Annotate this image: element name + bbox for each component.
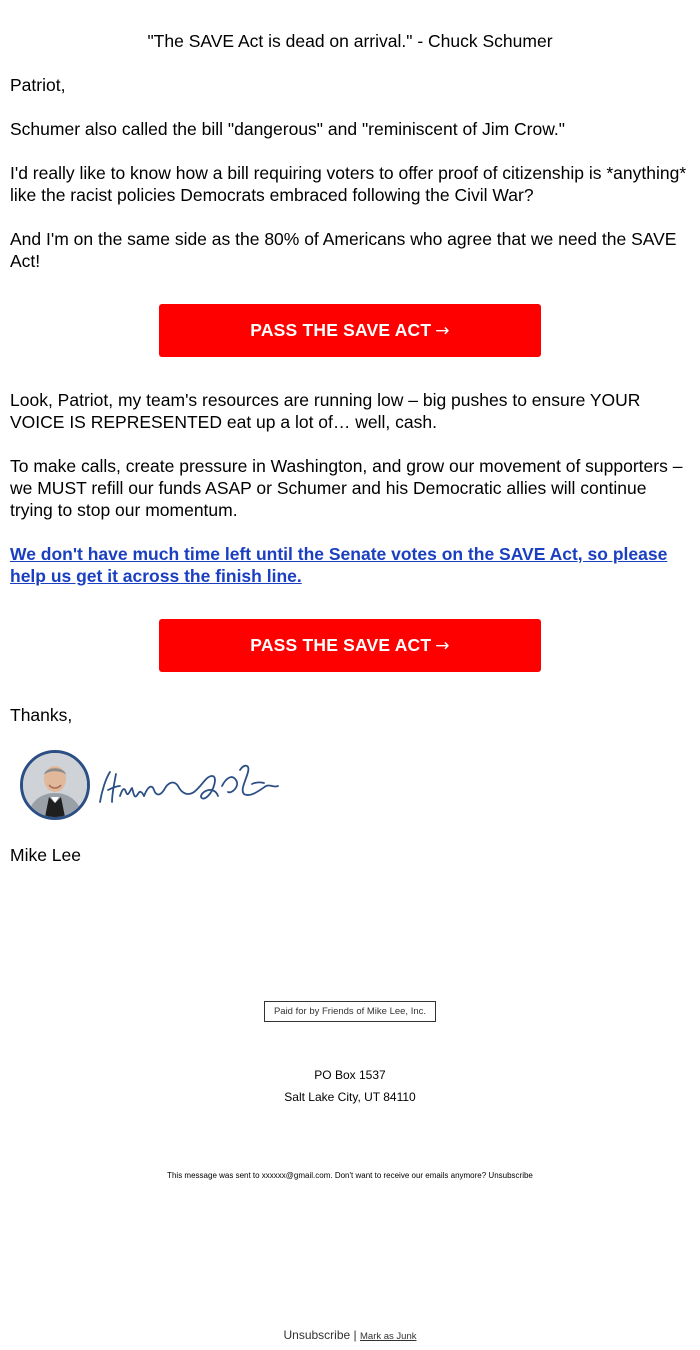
unsubscribe-link[interactable]: Unsubscribe xyxy=(283,1328,351,1342)
address-line-2: Salt Lake City, UT 84110 xyxy=(284,1090,416,1104)
signature-block xyxy=(20,750,340,820)
arrow-right-icon: → xyxy=(435,320,450,341)
pass-save-act-button[interactable] xyxy=(159,304,541,357)
avatar xyxy=(20,750,90,820)
paragraph-refill-funds: To make calls, create pressure in Washington, and grow our movement of supporters – we MUST refill our funds ASAP or Schumer and his Democratic allies will continue trying to stop our momentum. xyxy=(10,456,683,520)
signature-image xyxy=(94,756,280,812)
cta-label: PASS THE SAVE ACT xyxy=(250,635,432,655)
bottom-links xyxy=(0,1328,700,1342)
arrow-right-icon: → xyxy=(435,635,450,656)
mark-as-junk-link[interactable]: Mark as Junk xyxy=(360,1331,417,1342)
paragraph-80-percent: And I'm on the same side as the 80% of Americans who agree that we need the SAVE Act! xyxy=(10,229,677,271)
paragraph-citizenship: I'd really like to know how a bill requiring voters to offer proof of citizenship is *anything* like the racist policies Democrats embraced following the Civil War? xyxy=(10,163,687,205)
headline-quote: "The SAVE Act is dead on arrival." - Chuck Schumer xyxy=(147,31,553,51)
signoff: Thanks, xyxy=(10,705,73,725)
signer-name: Mike Lee xyxy=(10,845,82,865)
paragraph-schumer-quote: Schumer also called the bill "dangerous" and "reminiscent of Jim Crow." xyxy=(10,119,565,139)
link-separator: | xyxy=(353,1328,357,1342)
cta-label: PASS THE SAVE ACT xyxy=(250,320,432,340)
paid-for-disclaimer: Paid for by Friends of Mike Lee, Inc. xyxy=(264,1001,436,1022)
footer-message: This message was sent to xxxxxx@gmail.com. Don't want to receive our emails anymore? Unsubscribe xyxy=(167,1171,533,1180)
greeting: Patriot, xyxy=(10,75,66,95)
pass-save-act-button-2[interactable] xyxy=(159,619,541,672)
address-line-1: PO Box 1537 xyxy=(314,1068,386,1082)
senate-vote-link[interactable]: We don't have much time left until the Senate votes on the SAVE Act, so please help us get it across the finish line. xyxy=(10,544,668,586)
portrait-image xyxy=(23,753,87,817)
paragraph-resources: Look, Patriot, my team's resources are running low – big pushes to ensure YOUR VOICE IS REPRESENTED eat up a lot of… well, cash. xyxy=(10,390,641,432)
